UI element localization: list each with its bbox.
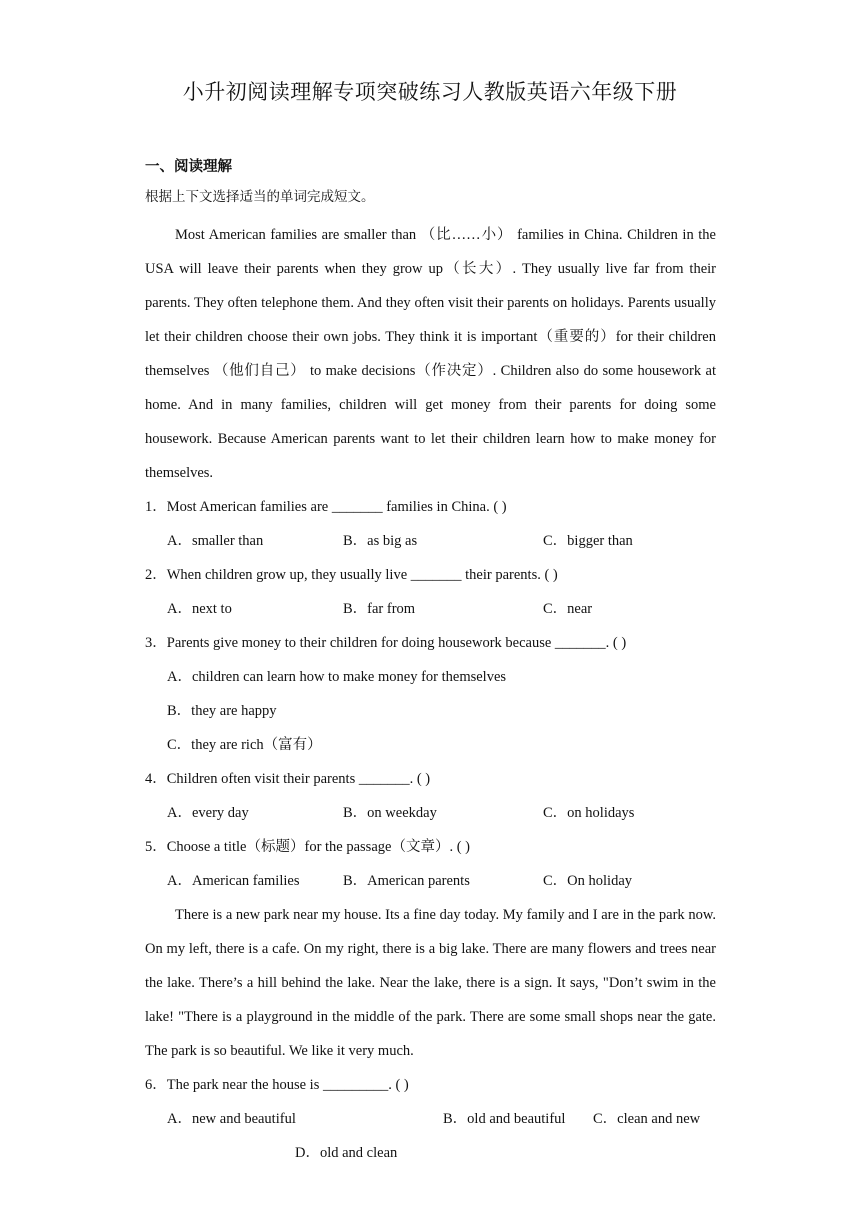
question-6: 6．The park near the house is _________. ( ) bbox=[145, 1077, 409, 1093]
option-b[interactable]: B．far from bbox=[343, 601, 416, 617]
question-1-options bbox=[145, 524, 716, 558]
option-a[interactable]: A．smaller than bbox=[167, 533, 264, 549]
question-6-options bbox=[145, 1102, 716, 1136]
question-2: 2．When children grow up, they usually live _______ their parents. ( ) bbox=[145, 567, 558, 583]
option-a[interactable]: A．American families bbox=[167, 873, 300, 889]
question-5: 5．Choose a title（标题）for the passage（文章）. ( ) bbox=[145, 839, 470, 855]
option-b[interactable]: B．on weekday bbox=[343, 805, 437, 821]
reading-passage-2: There is a new park near my house. Its a fine day today. My family and I are in the park now. On my left, there is a cafe. On my right, there is a big lake. There are many flowers and trees near the lake. There’s a hill behind the lake. Near the lake, there is a sign. It says, "Don’t swim in the lake! "There is a playground in the middle of the park. There are some small shops near the gate. The park is so beautiful. We like it very much. bbox=[145, 907, 716, 1059]
question-3: 3．Parents give money to their children for doing housework because _______. ( ) bbox=[145, 635, 627, 651]
option-c[interactable]: C．near bbox=[543, 601, 593, 617]
option-c[interactable]: C．they are rich（富有） bbox=[167, 737, 322, 753]
option-a[interactable]: A．every day bbox=[167, 805, 249, 821]
option-c[interactable]: C．on holidays bbox=[543, 805, 635, 821]
option-b[interactable]: B．old and beautiful bbox=[443, 1111, 566, 1127]
option-b[interactable]: B．as big as bbox=[343, 533, 418, 549]
option-a[interactable]: A．new and beautiful bbox=[167, 1111, 296, 1127]
question-1: 1．Most American families are _______ families in China. ( ) bbox=[145, 499, 507, 515]
question-5-options bbox=[145, 864, 716, 898]
instruction: 根据上下文选择适当的单词完成短文。 bbox=[145, 189, 375, 205]
option-a[interactable]: A．children can learn how to make money for themselves bbox=[167, 669, 507, 685]
option-a[interactable]: A．next to bbox=[167, 601, 232, 617]
option-c[interactable]: C．bigger than bbox=[543, 533, 633, 549]
option-c[interactable]: C．clean and new bbox=[593, 1111, 701, 1127]
question-4: 4．Children often visit their parents _______. ( ) bbox=[145, 771, 431, 787]
option-b[interactable]: B．American parents bbox=[343, 873, 470, 889]
worksheet-body bbox=[145, 154, 716, 1170]
page-title: 小升初阅读理解专项突破练习人教版英语六年级下册 bbox=[182, 80, 678, 104]
section-heading: 一、阅读理解 bbox=[145, 159, 232, 175]
reading-passage-1: Most American families are smaller than （比……小） families in China. Children in the USA will leave their parents when they grow up（长大）. They usually live far from their parents. They often telephone them. And they often visit their parents on holidays. Parents usually let their children choose their own jobs. They think it is important（重要的）for their children themselves （他们自己） to make decisions（作决定）. Children also do some housework at home. And in many families, children will get money from their parents for doing some housework. Because American parents want to let their children learn how to make money for themselves. bbox=[145, 227, 716, 481]
option-c[interactable]: C．On holiday bbox=[543, 873, 633, 889]
question-4-options bbox=[145, 796, 716, 830]
question-6-options-row-2 bbox=[145, 1136, 716, 1170]
option-d[interactable]: D．old and clean bbox=[295, 1145, 398, 1161]
option-b[interactable]: B．they are happy bbox=[167, 703, 277, 719]
question-2-options bbox=[145, 592, 716, 626]
